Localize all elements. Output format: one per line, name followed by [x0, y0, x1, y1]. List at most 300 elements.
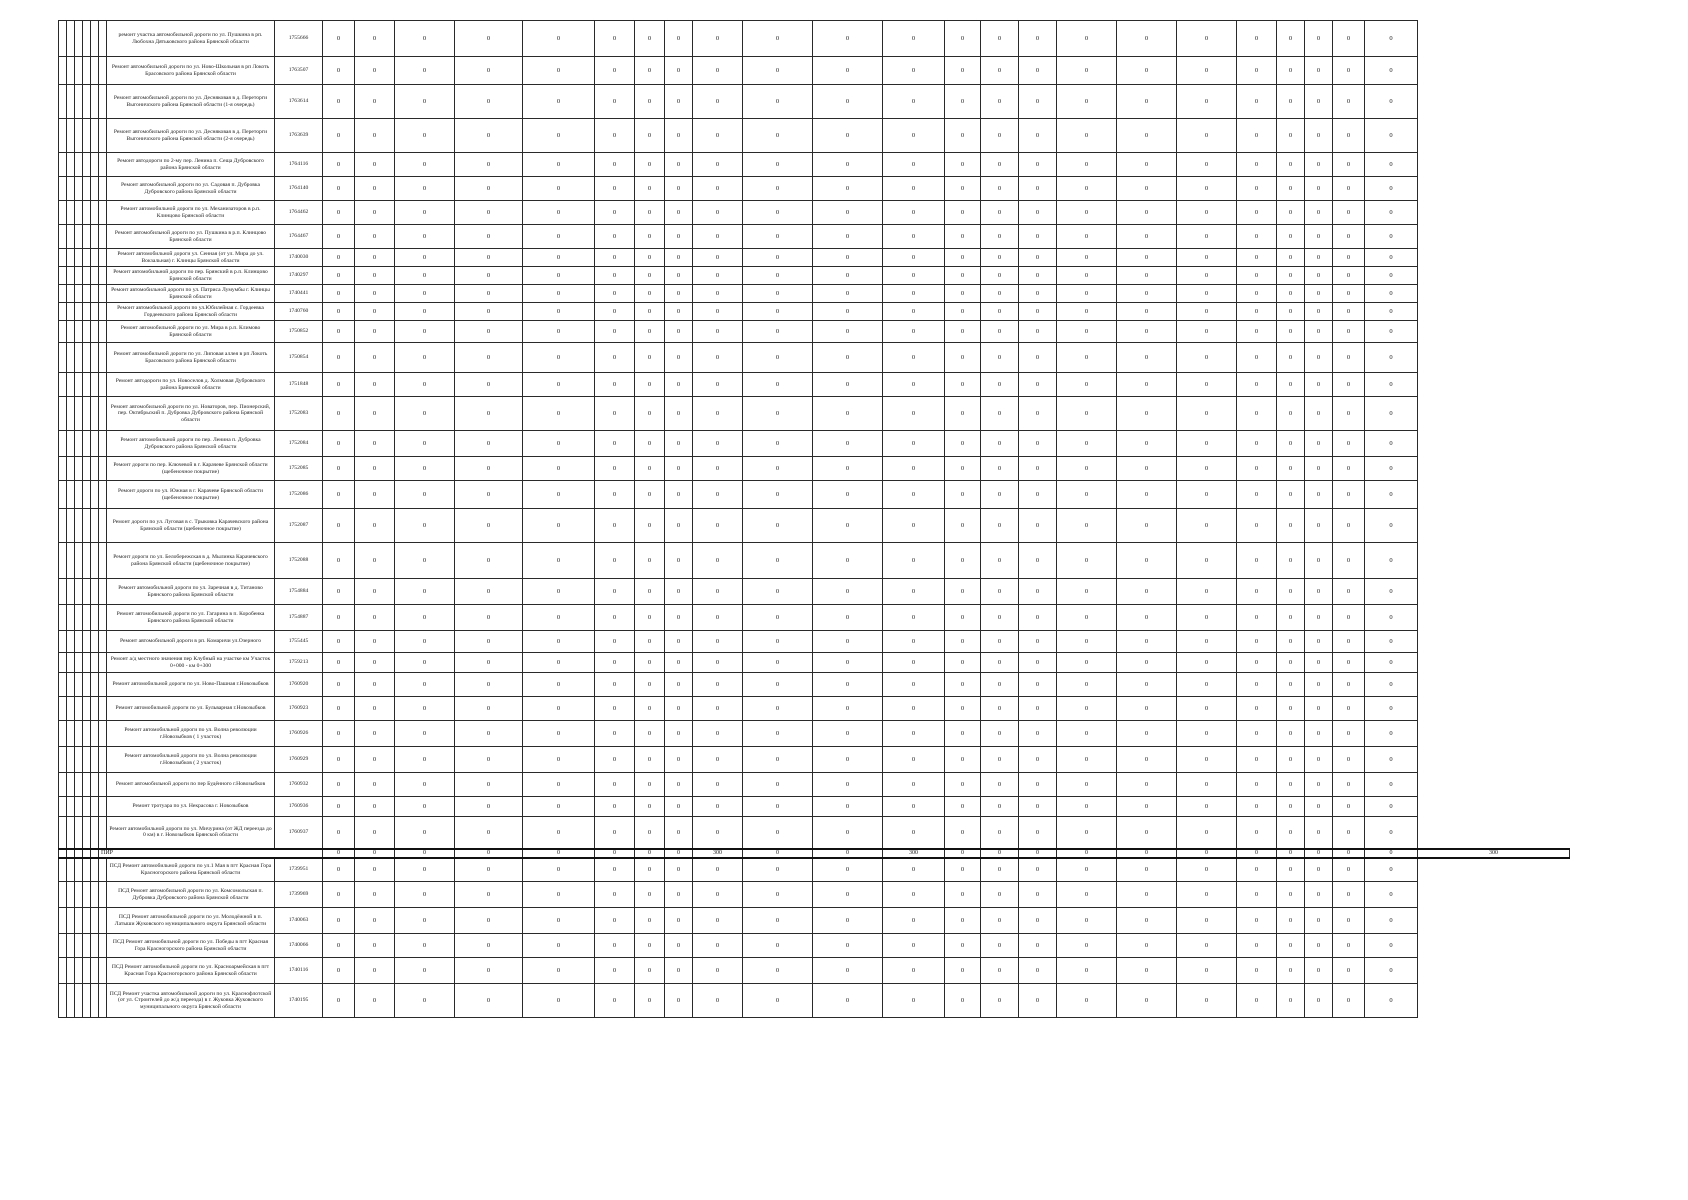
value-cell: 0 — [743, 303, 813, 321]
value-cell: 0 — [1237, 57, 1277, 85]
value-cell: 0 — [323, 697, 355, 721]
value-cell: 0 — [665, 321, 693, 343]
road-object-name: Ремонт автомобильной дороги по ул.Юбилейная с. Гордеевка Гордеевского района Брянской области — [107, 303, 275, 321]
empty-cell — [59, 747, 67, 773]
empty-cell — [75, 481, 83, 509]
value-cell: 0 — [323, 457, 355, 481]
value-cell: 0 — [1019, 673, 1057, 697]
value-cell: 0 — [1333, 177, 1365, 201]
empty-cell — [99, 321, 107, 343]
value-cell: 0 — [1277, 605, 1305, 631]
value-cell: 0 — [355, 882, 395, 908]
value-cell: 0 — [665, 201, 693, 225]
table-row — [59, 303, 1570, 321]
value-cell: 0 — [1365, 721, 1418, 747]
empty-cell — [99, 457, 107, 481]
empty-cell — [75, 267, 83, 285]
value-cell: 0 — [743, 119, 813, 153]
value-cell: 0 — [693, 882, 743, 908]
value-cell: 0 — [455, 119, 523, 153]
value-cell: 0 — [1237, 908, 1277, 934]
value-cell: 0 — [1057, 817, 1117, 849]
value-cell: 0 — [1117, 481, 1177, 509]
value-cell: 0 — [355, 773, 395, 797]
empty-cell — [83, 321, 91, 343]
empty-cell — [99, 225, 107, 249]
value-cell: 0 — [355, 984, 395, 1018]
value-cell: 0 — [595, 343, 635, 373]
empty-cell — [91, 481, 99, 509]
value-cell: 0 — [595, 673, 635, 697]
value-cell: 0 — [395, 343, 455, 373]
value-cell: 0 — [323, 397, 355, 431]
empty-cell — [59, 431, 67, 457]
value-cell: 0 — [1365, 249, 1418, 267]
value-cell: 0 — [1333, 858, 1365, 882]
value-cell: 0 — [1057, 153, 1117, 177]
value-cell: 0 — [1333, 509, 1365, 543]
table-row — [59, 177, 1570, 201]
value-cell: 0 — [813, 285, 883, 303]
value-cell: 0 — [1277, 397, 1305, 431]
value-cell: 0 — [1237, 225, 1277, 249]
value-cell: 0 — [635, 85, 665, 119]
value-cell: 0 — [635, 303, 665, 321]
value-cell: 0 — [595, 958, 635, 984]
value-cell: 0 — [945, 177, 981, 201]
value-cell: 0 — [395, 21, 455, 57]
table-row — [59, 457, 1570, 481]
value-cell: 0 — [323, 153, 355, 177]
value-cell: 0 — [981, 934, 1019, 958]
value-cell: 0 — [1277, 249, 1305, 267]
value-cell: 0 — [1365, 85, 1418, 119]
empty-cell — [91, 579, 99, 605]
value-cell: 0 — [1305, 201, 1333, 225]
value-cell: 0 — [1057, 934, 1117, 958]
object-code: 1751848 — [275, 373, 323, 397]
value-cell: 0 — [1177, 908, 1237, 934]
value-cell: 0 — [883, 882, 945, 908]
value-cell: 0 — [1019, 543, 1057, 579]
value-cell: 0 — [1305, 984, 1333, 1018]
value-cell: 0 — [743, 797, 813, 817]
value-cell: 0 — [455, 543, 523, 579]
empty-cell — [59, 457, 67, 481]
value-cell: 0 — [981, 631, 1019, 653]
value-cell: 0 — [981, 797, 1019, 817]
value-cell: 0 — [1277, 773, 1305, 797]
value-cell: 0 — [693, 85, 743, 119]
empty-cell — [91, 858, 99, 882]
empty-cell — [59, 579, 67, 605]
empty-cell — [67, 747, 75, 773]
empty-cell — [99, 934, 107, 958]
value-cell: 0 — [981, 303, 1019, 321]
empty-cell — [75, 849, 83, 858]
value-cell: 0 — [355, 397, 395, 431]
empty-cell — [83, 653, 91, 673]
value-cell: 0 — [1019, 201, 1057, 225]
value-cell: 0 — [523, 882, 595, 908]
value-cell: 0 — [1333, 249, 1365, 267]
subtotal-value: 300 — [1418, 849, 1570, 858]
value-cell: 0 — [945, 747, 981, 773]
value-cell: 0 — [1057, 509, 1117, 543]
value-cell: 0 — [1019, 747, 1057, 773]
value-cell: 0 — [523, 773, 595, 797]
value-cell: 0 — [1333, 653, 1365, 673]
value-cell: 0 — [635, 721, 665, 747]
value-cell: 0 — [395, 773, 455, 797]
value-cell: 0 — [1177, 57, 1237, 85]
value-cell: 0 — [693, 285, 743, 303]
empty-cell — [83, 225, 91, 249]
value-cell: 0 — [945, 21, 981, 57]
value-cell: 0 — [355, 57, 395, 85]
empty-cell — [75, 225, 83, 249]
value-cell: 0 — [323, 631, 355, 653]
subtotal-value: 0 — [1057, 849, 1117, 858]
value-cell: 0 — [883, 285, 945, 303]
object-code: 1750852 — [275, 321, 323, 343]
value-cell: 0 — [743, 21, 813, 57]
empty-cell — [91, 177, 99, 201]
road-object-name: Ремонт автомобильной дороги по ул. Волна революции г.Новозыбков ( 2 участок) — [107, 747, 275, 773]
value-cell: 0 — [595, 285, 635, 303]
empty-cell — [75, 457, 83, 481]
subtotal-value: 0 — [1117, 849, 1177, 858]
empty-cell — [83, 153, 91, 177]
value-cell: 0 — [1117, 934, 1177, 958]
value-cell: 0 — [743, 177, 813, 201]
empty-cell — [75, 858, 83, 882]
empty-cell — [83, 343, 91, 373]
empty-cell — [75, 697, 83, 721]
value-cell: 0 — [523, 697, 595, 721]
empty-cell — [83, 958, 91, 984]
value-cell: 0 — [1057, 457, 1117, 481]
value-cell: 0 — [595, 303, 635, 321]
value-cell: 0 — [395, 225, 455, 249]
value-cell: 0 — [595, 882, 635, 908]
empty-cell — [75, 153, 83, 177]
value-cell: 0 — [665, 21, 693, 57]
value-cell: 0 — [743, 201, 813, 225]
value-cell: 0 — [883, 177, 945, 201]
object-code: 1760937 — [275, 817, 323, 849]
empty-cell — [91, 153, 99, 177]
value-cell: 0 — [1365, 579, 1418, 605]
empty-cell — [83, 797, 91, 817]
empty-cell — [83, 605, 91, 631]
object-code: 1752088 — [275, 543, 323, 579]
value-cell: 0 — [1365, 481, 1418, 509]
value-cell: 0 — [945, 249, 981, 267]
table-row — [59, 397, 1570, 431]
value-cell: 0 — [1019, 85, 1057, 119]
value-cell: 0 — [981, 984, 1019, 1018]
value-cell: 0 — [883, 605, 945, 631]
empty-cell — [59, 119, 67, 153]
value-cell: 0 — [743, 773, 813, 797]
value-cell: 0 — [883, 817, 945, 849]
value-cell: 0 — [1057, 57, 1117, 85]
value-cell: 0 — [665, 373, 693, 397]
value-cell: 0 — [395, 57, 455, 85]
value-cell: 0 — [665, 267, 693, 285]
value-cell: 0 — [945, 605, 981, 631]
value-cell: 0 — [883, 303, 945, 321]
object-code: 1740066 — [275, 934, 323, 958]
value-cell: 0 — [1057, 747, 1117, 773]
value-cell: 0 — [595, 85, 635, 119]
value-cell: 0 — [743, 605, 813, 631]
document-page — [58, 20, 1570, 1018]
value-cell: 0 — [455, 958, 523, 984]
value-cell: 0 — [945, 57, 981, 85]
value-cell: 0 — [1305, 85, 1333, 119]
empty-cell — [91, 934, 99, 958]
value-cell: 0 — [323, 653, 355, 673]
value-cell: 0 — [323, 85, 355, 119]
value-cell: 0 — [635, 984, 665, 1018]
value-cell: 0 — [1237, 457, 1277, 481]
object-code: 1764140 — [275, 177, 323, 201]
value-cell: 0 — [1117, 85, 1177, 119]
value-cell: 0 — [813, 908, 883, 934]
value-cell: 0 — [1333, 673, 1365, 697]
empty-cell — [91, 321, 99, 343]
empty-cell — [83, 457, 91, 481]
empty-cell — [67, 509, 75, 543]
section-label: ПИР — [99, 849, 323, 858]
empty-cell — [99, 697, 107, 721]
value-cell: 0 — [1333, 225, 1365, 249]
empty-cell — [75, 673, 83, 697]
value-cell: 0 — [1019, 631, 1057, 653]
value-cell: 0 — [635, 631, 665, 653]
empty-cell — [99, 773, 107, 797]
value-cell: 0 — [323, 225, 355, 249]
value-cell: 0 — [813, 882, 883, 908]
empty-cell — [91, 225, 99, 249]
value-cell: 0 — [595, 119, 635, 153]
value-cell: 0 — [1117, 303, 1177, 321]
value-cell: 0 — [1365, 267, 1418, 285]
empty-cell — [67, 431, 75, 457]
value-cell: 0 — [635, 153, 665, 177]
table-row — [59, 201, 1570, 225]
value-cell: 0 — [323, 721, 355, 747]
value-cell: 0 — [323, 958, 355, 984]
value-cell: 0 — [355, 321, 395, 343]
empty-cell — [75, 958, 83, 984]
value-cell: 0 — [595, 908, 635, 934]
value-cell: 0 — [1177, 249, 1237, 267]
empty-cell — [59, 57, 67, 85]
value-cell: 0 — [1277, 285, 1305, 303]
value-cell: 0 — [1057, 653, 1117, 673]
value-cell: 0 — [1177, 509, 1237, 543]
value-cell: 0 — [883, 934, 945, 958]
value-cell: 0 — [981, 908, 1019, 934]
road-object-name: Ремонт автомобильной дороги по ул. Заречная в д. Титаново Брянского района Брянской области — [107, 579, 275, 605]
value-cell: 0 — [1117, 605, 1177, 631]
value-cell: 0 — [355, 934, 395, 958]
value-cell: 0 — [1237, 481, 1277, 509]
empty-cell — [59, 817, 67, 849]
value-cell: 0 — [595, 397, 635, 431]
empty-cell — [67, 225, 75, 249]
value-cell: 0 — [665, 457, 693, 481]
value-cell: 0 — [1117, 119, 1177, 153]
empty-cell — [99, 797, 107, 817]
value-cell: 0 — [1305, 21, 1333, 57]
value-cell: 0 — [1365, 321, 1418, 343]
value-cell: 0 — [1177, 225, 1237, 249]
value-cell: 0 — [743, 858, 813, 882]
value-cell: 0 — [813, 431, 883, 457]
empty-cell — [91, 119, 99, 153]
value-cell: 0 — [665, 397, 693, 431]
value-cell: 0 — [1019, 249, 1057, 267]
value-cell: 0 — [355, 21, 395, 57]
empty-cell — [83, 303, 91, 321]
value-cell: 0 — [743, 721, 813, 747]
empty-cell — [75, 431, 83, 457]
value-cell: 0 — [693, 201, 743, 225]
value-cell: 0 — [455, 673, 523, 697]
value-cell: 0 — [323, 57, 355, 85]
value-cell: 0 — [1305, 605, 1333, 631]
value-cell: 0 — [1117, 225, 1177, 249]
table-row — [59, 673, 1570, 697]
value-cell: 0 — [1019, 285, 1057, 303]
road-repair-table — [58, 20, 1570, 1018]
value-cell: 0 — [1237, 858, 1277, 882]
empty-cell — [83, 908, 91, 934]
value-cell: 0 — [1277, 343, 1305, 373]
value-cell: 0 — [1365, 984, 1418, 1018]
value-cell: 0 — [1305, 153, 1333, 177]
value-cell: 0 — [1117, 153, 1177, 177]
value-cell: 0 — [1305, 958, 1333, 984]
value-cell: 0 — [323, 934, 355, 958]
value-cell: 0 — [1117, 653, 1177, 673]
value-cell: 0 — [523, 605, 595, 631]
value-cell: 0 — [1277, 431, 1305, 457]
value-cell: 0 — [1117, 373, 1177, 397]
empty-cell — [99, 303, 107, 321]
value-cell: 0 — [665, 673, 693, 697]
value-cell: 0 — [1117, 697, 1177, 721]
value-cell: 0 — [1177, 85, 1237, 119]
value-cell: 0 — [743, 882, 813, 908]
value-cell: 0 — [323, 431, 355, 457]
value-cell: 0 — [945, 579, 981, 605]
value-cell: 0 — [1057, 605, 1117, 631]
value-cell: 0 — [743, 958, 813, 984]
value-cell: 0 — [813, 984, 883, 1018]
value-cell: 0 — [323, 858, 355, 882]
value-cell: 0 — [1177, 543, 1237, 579]
value-cell: 0 — [981, 747, 1019, 773]
value-cell: 0 — [813, 119, 883, 153]
value-cell: 0 — [981, 267, 1019, 285]
value-cell: 0 — [813, 773, 883, 797]
value-cell: 0 — [883, 457, 945, 481]
empty-cell — [91, 721, 99, 747]
value-cell: 0 — [395, 431, 455, 457]
value-cell: 0 — [1365, 285, 1418, 303]
value-cell: 0 — [1019, 934, 1057, 958]
subtotal-value: 0 — [455, 849, 523, 858]
value-cell: 0 — [693, 225, 743, 249]
value-cell: 0 — [1019, 57, 1057, 85]
value-cell: 0 — [1019, 397, 1057, 431]
value-cell: 0 — [945, 773, 981, 797]
value-cell: 0 — [595, 321, 635, 343]
value-cell: 0 — [323, 177, 355, 201]
value-cell: 0 — [395, 934, 455, 958]
value-cell: 0 — [665, 721, 693, 747]
value-cell: 0 — [1057, 177, 1117, 201]
value-cell: 0 — [635, 697, 665, 721]
value-cell: 0 — [523, 579, 595, 605]
value-cell: 0 — [743, 509, 813, 543]
empty-cell — [59, 653, 67, 673]
value-cell: 0 — [945, 153, 981, 177]
value-cell: 0 — [883, 119, 945, 153]
value-cell: 0 — [1237, 153, 1277, 177]
value-cell: 0 — [665, 934, 693, 958]
value-cell: 0 — [635, 579, 665, 605]
value-cell: 0 — [1117, 457, 1177, 481]
value-cell: 0 — [523, 201, 595, 225]
value-cell: 0 — [883, 153, 945, 177]
value-cell: 0 — [455, 225, 523, 249]
value-cell: 0 — [1057, 21, 1117, 57]
value-cell: 0 — [1277, 817, 1305, 849]
value-cell: 0 — [1305, 934, 1333, 958]
road-object-name: Ремонт автодороги по ул. Новоселов д. Холмовая Дубровского района Брянской области — [107, 373, 275, 397]
value-cell: 0 — [883, 225, 945, 249]
value-cell: 0 — [1117, 201, 1177, 225]
object-code: 1739951 — [275, 858, 323, 882]
value-cell: 0 — [395, 153, 455, 177]
value-cell: 0 — [635, 249, 665, 267]
value-cell: 0 — [665, 431, 693, 457]
empty-cell — [67, 697, 75, 721]
value-cell: 0 — [355, 697, 395, 721]
value-cell: 0 — [635, 343, 665, 373]
value-cell: 0 — [1057, 773, 1117, 797]
value-cell: 0 — [693, 119, 743, 153]
value-cell: 0 — [1117, 631, 1177, 653]
empty-cell — [91, 958, 99, 984]
empty-cell — [67, 153, 75, 177]
value-cell: 0 — [595, 747, 635, 773]
value-cell: 0 — [455, 201, 523, 225]
subtotal-value: 0 — [1365, 849, 1418, 858]
empty-cell — [75, 605, 83, 631]
empty-cell — [91, 543, 99, 579]
value-cell: 0 — [1019, 908, 1057, 934]
value-cell: 0 — [355, 605, 395, 631]
object-code: 1739969 — [275, 882, 323, 908]
value-cell: 0 — [455, 57, 523, 85]
